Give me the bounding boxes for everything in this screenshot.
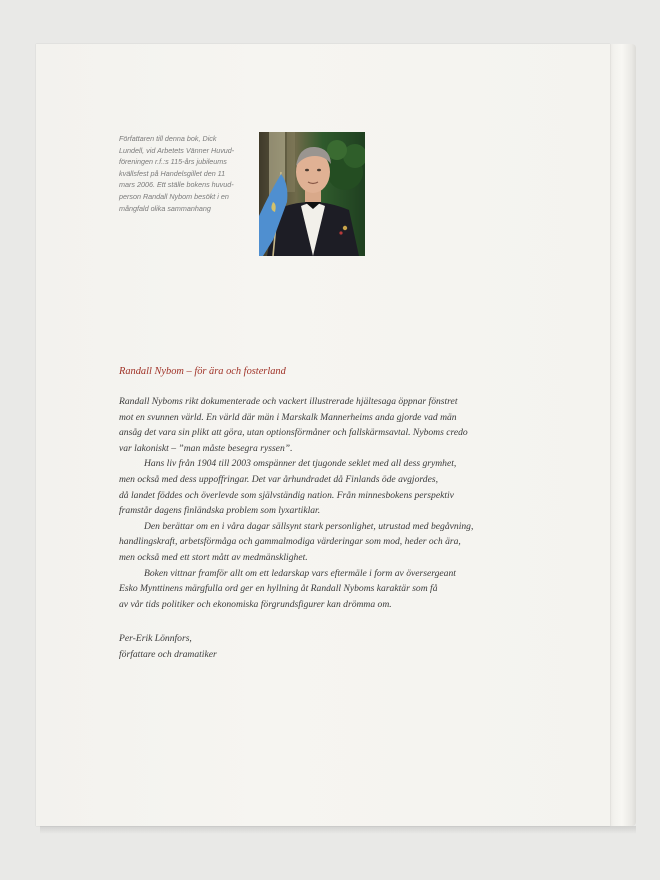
blurb-paragraph-1: Randall Nyboms rikt dokumenterade och vackert illustrerade hjältesaga öppnar fönstret mot en svunnen värld. En värld där män i Marskalk Mannerheims anda gjorde vad män ansåg det vara sin plikt att göra, utan optionsförmåner och fallskärmsavtal. Nyboms credo var lakoniskt – ”man måste besegra ryssen”.	[119, 396, 468, 454]
blurb-paragraph-2: Hans liv från 1904 till 2003 omspänner det tjugonde seklet med all dess grymhet, men också med dess uppoffringar. Det var århundradet då Finlands öde avgjordes, då landet föddes och överlevde som självständig nation. Från minnesbokens perspektiv framstår dagens finländska problem som lyxartiklar.	[119, 458, 457, 517]
blurb-paragraph-4: Boken vittnar framför allt om ett ledarskap vars eftermäle i form av översergeant Esko Mynttinens märgfulla ord ger en hyllning åt Randall Nyboms karaktär som få av vår tids politiker och ekonomiska förgrundsfigurer kan drömma om.	[119, 567, 456, 610]
signature-name: Per-Erik Lönnfors,	[119, 633, 192, 644]
blurb-title: Randall Nybom – för ära och fosterland	[119, 366, 286, 377]
signature	[119, 631, 217, 662]
signature-role: författare och dramatiker	[119, 648, 217, 660]
book-spine	[608, 44, 636, 826]
blurb-text	[119, 394, 519, 612]
book-shadow	[40, 826, 636, 834]
author-photo	[259, 132, 365, 256]
photo-caption: Författaren till denna bok, Dick Lundell, vid Arbetets Vänner Huvud- föreningen r.f.:s 115-års jubileums kvällsfest på Handelsgillet den 11 mars 2006. Ett ställe bokens huvud- person Randall Nybom besökt i en mångfald olika sammanhang	[119, 134, 235, 213]
blurb-paragraph-3: Den berättar om en i våra dagar sällsynt stark personlighet, utrustad med begåvning, handlingskraft, arbetsförmåga och gammalmodiga värderingar som mod, heder och ära, men också med ett stort mått av medmänsklighet.	[119, 520, 474, 563]
